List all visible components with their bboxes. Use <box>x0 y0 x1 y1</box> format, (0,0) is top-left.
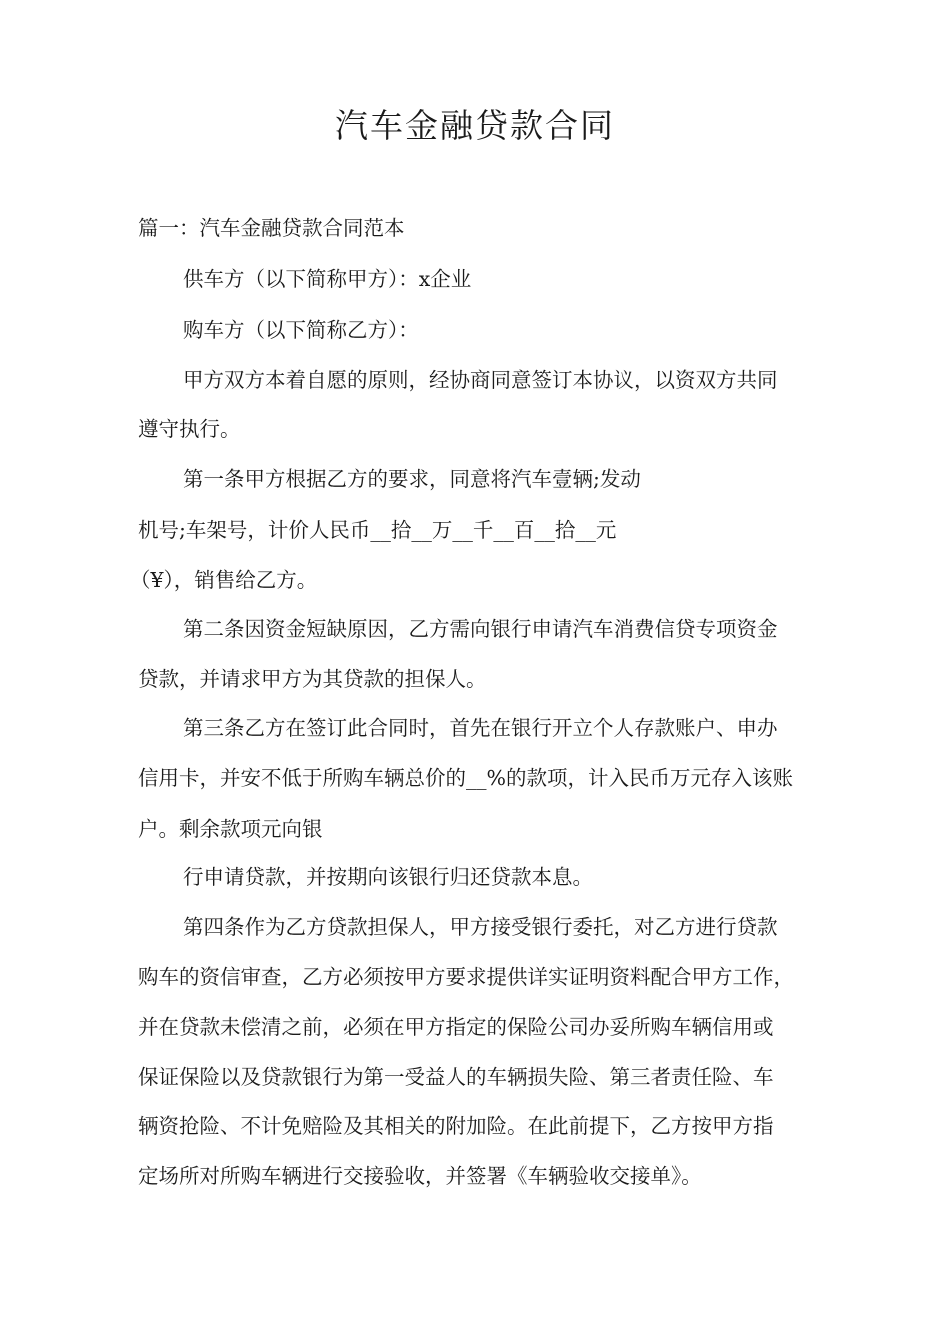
paragraph-line: 第四条作为乙方贷款担保人，甲方接受银行委托，对乙方进行贷款 <box>183 915 778 939</box>
paragraph-line: 信用卡，并安不低于所购车辆总价的__%的款项，计入民币万元存入该账 <box>138 766 793 790</box>
paragraph-line: 第一条甲方根据乙方的要求，同意将汽车壹辆;发动 <box>183 467 641 491</box>
paragraph-line: 并在贷款未偿清之前，必须在甲方指定的保险公司办妥所购车辆信用或 <box>138 1015 774 1039</box>
paragraph-line: 第二条因资金短缺原因，乙方需向银行申请汽车消费信贷专项资金 <box>183 617 778 641</box>
paragraph-line: （¥），销售给乙方。 <box>130 568 318 592</box>
section-heading: 篇一：汽车金融贷款合同范本 <box>138 216 405 240</box>
paragraph-line: 定场所对所购车辆进行交接验收，并签署《车辆验收交接单》。 <box>138 1164 702 1188</box>
paragraph-line: 甲方双方本着自愿的原则，经协商同意签订本协议，以资双方共同 <box>183 368 778 392</box>
paragraph-line: 贷款，并请求甲方为其贷款的担保人。 <box>138 667 487 691</box>
paragraph-line: 第三条乙方在签订此合同时，首先在银行开立个人存款账户、申办 <box>183 716 778 740</box>
paragraph-line: 遵守执行。 <box>138 417 241 441</box>
paragraph-line: 行申请贷款，并按期向该银行归还贷款本息。 <box>183 865 593 889</box>
document-title: 汽车金融贷款合同 <box>335 106 615 145</box>
paragraph-line: 机号;车架号，计价人民币__拾__万__千__百__拾__元 <box>138 518 617 542</box>
paragraph-line: 辆资抢险、不计免赔险及其相关的附加险。在此前提下，乙方按甲方指 <box>138 1114 774 1138</box>
buyer-line: 购车方（以下简称乙方）： <box>183 318 419 342</box>
supplier-line: 供车方（以下简称甲方）：x企业 <box>183 267 472 291</box>
paragraph-line: 户。剩余款项元向银 <box>138 817 323 841</box>
paragraph-line: 保证保险以及贷款银行为第一受益人的车辆损失险、第三者责任险、车 <box>138 1065 774 1089</box>
paragraph-line: 购车的资信审查，乙方必须按甲方要求提供详实证明资料配合甲方工作， <box>138 965 794 989</box>
